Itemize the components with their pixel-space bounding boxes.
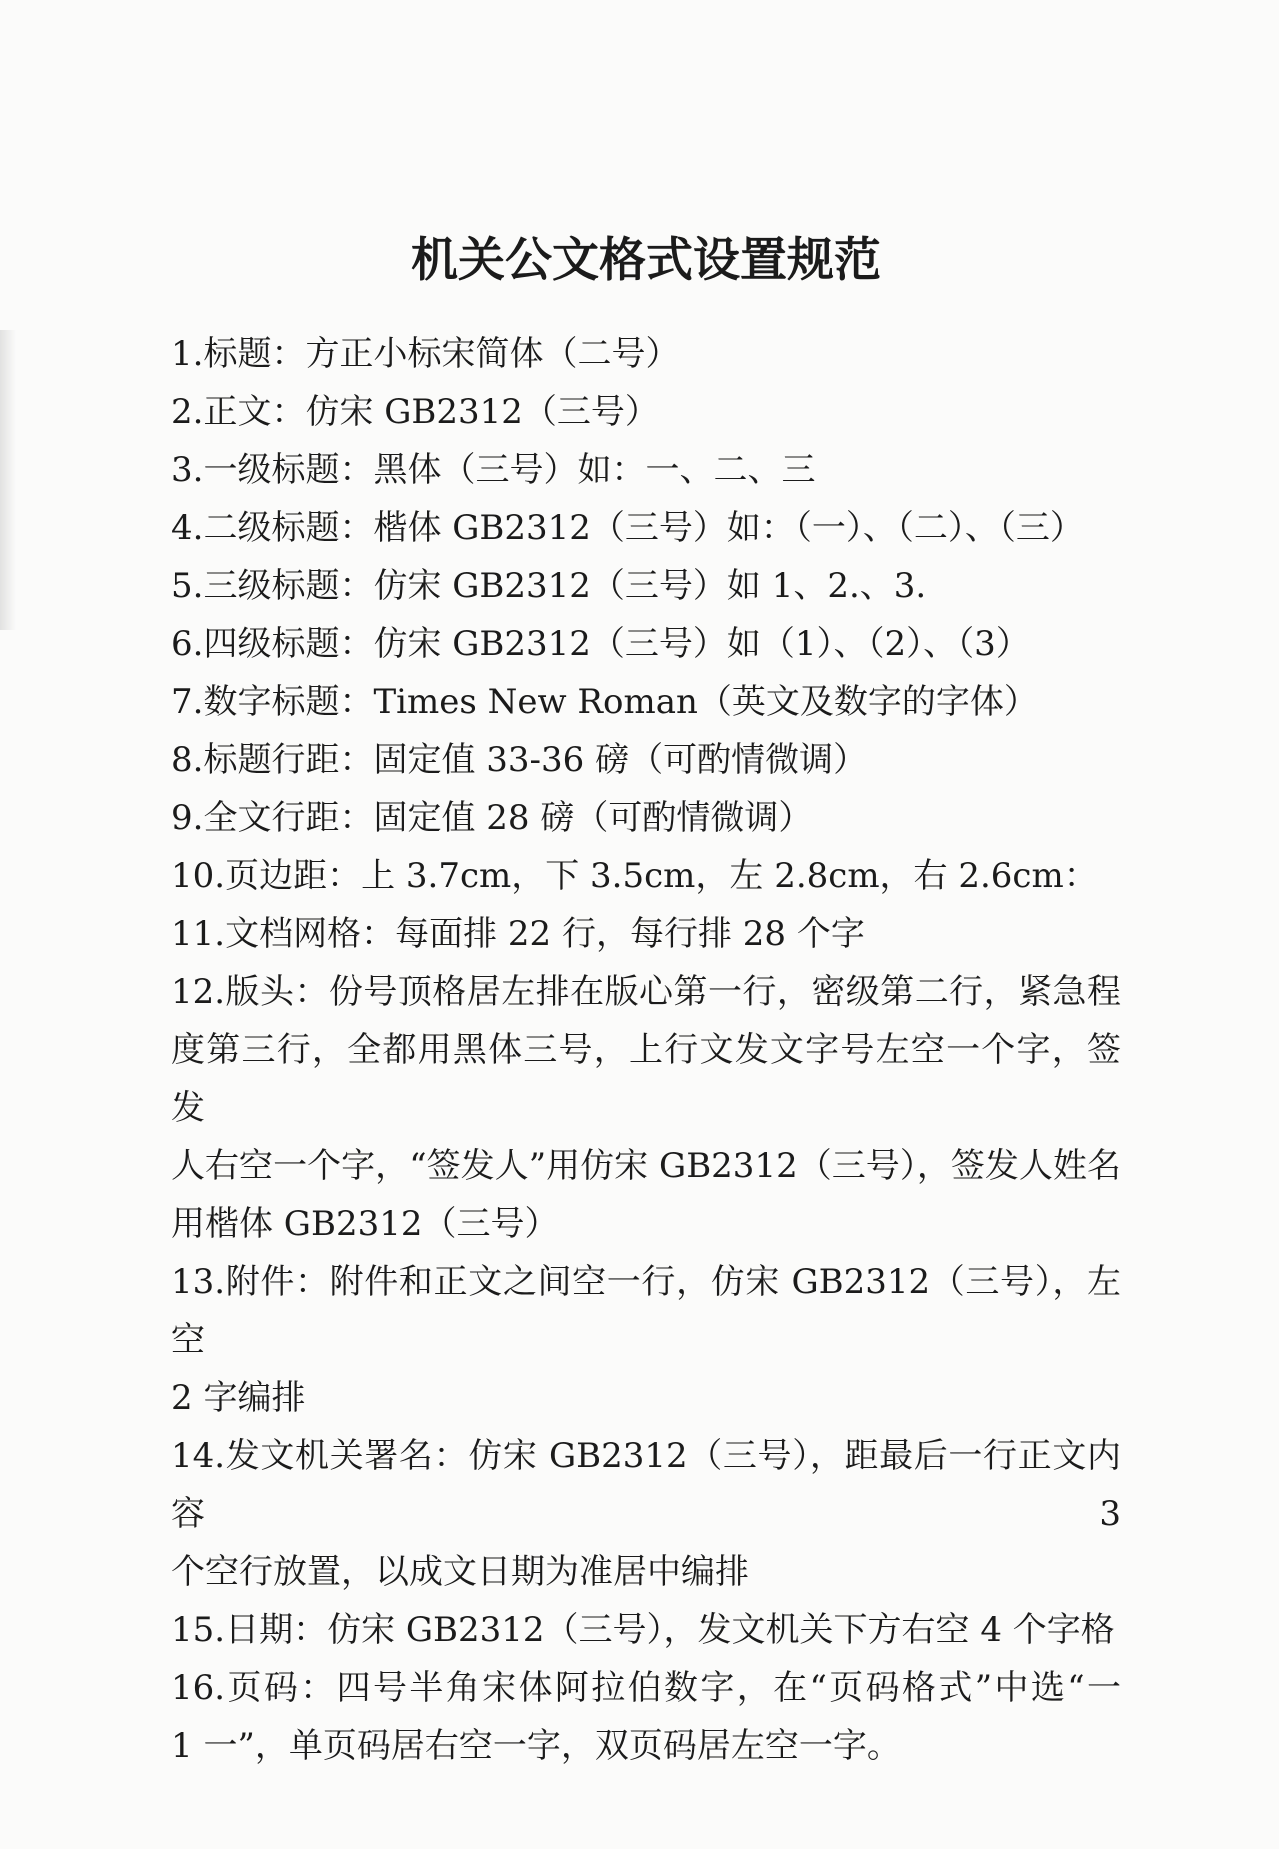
format-rule-item xyxy=(171,847,1121,905)
rule-line: 4.二级标题：楷体 GB2312（三号）如：（一）、（二）、（三） xyxy=(171,508,1084,548)
rule-line: 6.四级标题：仿宋 GB2312（三号）如（1）、（2）、（3） xyxy=(171,624,1030,664)
rule-line: 11.文档网格：每面排 22 行，每行排 28 个字 xyxy=(171,914,865,954)
format-rule-item xyxy=(171,673,1121,731)
rule-line: 度第三行，全都用黑体三号，上行文发文字号左空一个字，签发 xyxy=(171,1030,1121,1128)
rule-line: 15.日期：仿宋 GB2312（三号），发文机关下方右空 4 个字格 xyxy=(171,1610,1115,1650)
format-rule-item xyxy=(171,499,1121,557)
format-rule-item xyxy=(171,905,1121,963)
format-rule-item xyxy=(171,789,1121,847)
format-rule-item xyxy=(171,1427,1121,1601)
rule-line: 12.版头：份号顶格居左排在版心第一行，密级第二行，紧急程 xyxy=(171,972,1121,1012)
scan-edge-shadow xyxy=(0,330,16,630)
rule-line: 8.标题行距：固定值 33-36 磅（可酌情微调） xyxy=(171,740,868,780)
rule-line: 2 字编排 xyxy=(171,1378,306,1418)
rule-line: 2.正文：仿宋 GB2312（三号） xyxy=(171,392,659,432)
document-title: 机关公文格式设置规范 xyxy=(411,233,881,288)
format-rule-item xyxy=(171,383,1121,441)
rule-line: 16.页码：四号半角宋体阿拉伯数字，在“页码格式”中选“一 xyxy=(171,1668,1121,1708)
rule-line: 个空行放置，以成文日期为准居中编排 xyxy=(171,1552,749,1592)
format-rule-list xyxy=(171,325,1121,1775)
format-rule-item xyxy=(171,1659,1121,1775)
rule-line: 9.全文行距：固定值 28 磅（可酌情微调） xyxy=(171,798,813,838)
rule-line: 3.一级标题：黑体（三号）如：一、二、三 xyxy=(171,450,816,490)
format-rule-item xyxy=(171,731,1121,789)
rule-line: 1 一”，单页码居右空一字，双页码居左空一字。 xyxy=(171,1726,901,1766)
rule-line: 13.附件：附件和正文之间空一行，仿宋 GB2312（三号），左空 xyxy=(171,1262,1121,1360)
rule-line: 14.发文机关署名：仿宋 GB2312（三号），距最后一行正文内容 3 xyxy=(171,1436,1121,1534)
format-rule-item xyxy=(171,441,1121,499)
format-rule-item xyxy=(171,963,1121,1253)
format-rule-item xyxy=(171,615,1121,673)
format-rule-item xyxy=(171,1253,1121,1427)
format-rule-item xyxy=(171,1601,1121,1659)
rule-line: 人右空一个字，“签发人”用仿宋 GB2312（三号），签发人姓名 xyxy=(171,1146,1121,1186)
rule-line: 7.数字标题：Times New Roman（英文及数字的字体） xyxy=(171,682,1038,722)
rule-line: 5.三级标题：仿宋 GB2312（三号）如 1、2.、3. xyxy=(171,566,927,606)
format-rule-item xyxy=(171,557,1121,615)
rule-line: 1.标题：方正小标宋简体（二号） xyxy=(171,334,680,374)
format-rule-item xyxy=(171,325,1121,383)
rule-line: 10.页边距：上 3.7cm，下 3.5cm，左 2.8cm，右 2.6cm： xyxy=(171,856,1098,896)
rule-line: 用楷体 GB2312（三号） xyxy=(171,1204,559,1244)
